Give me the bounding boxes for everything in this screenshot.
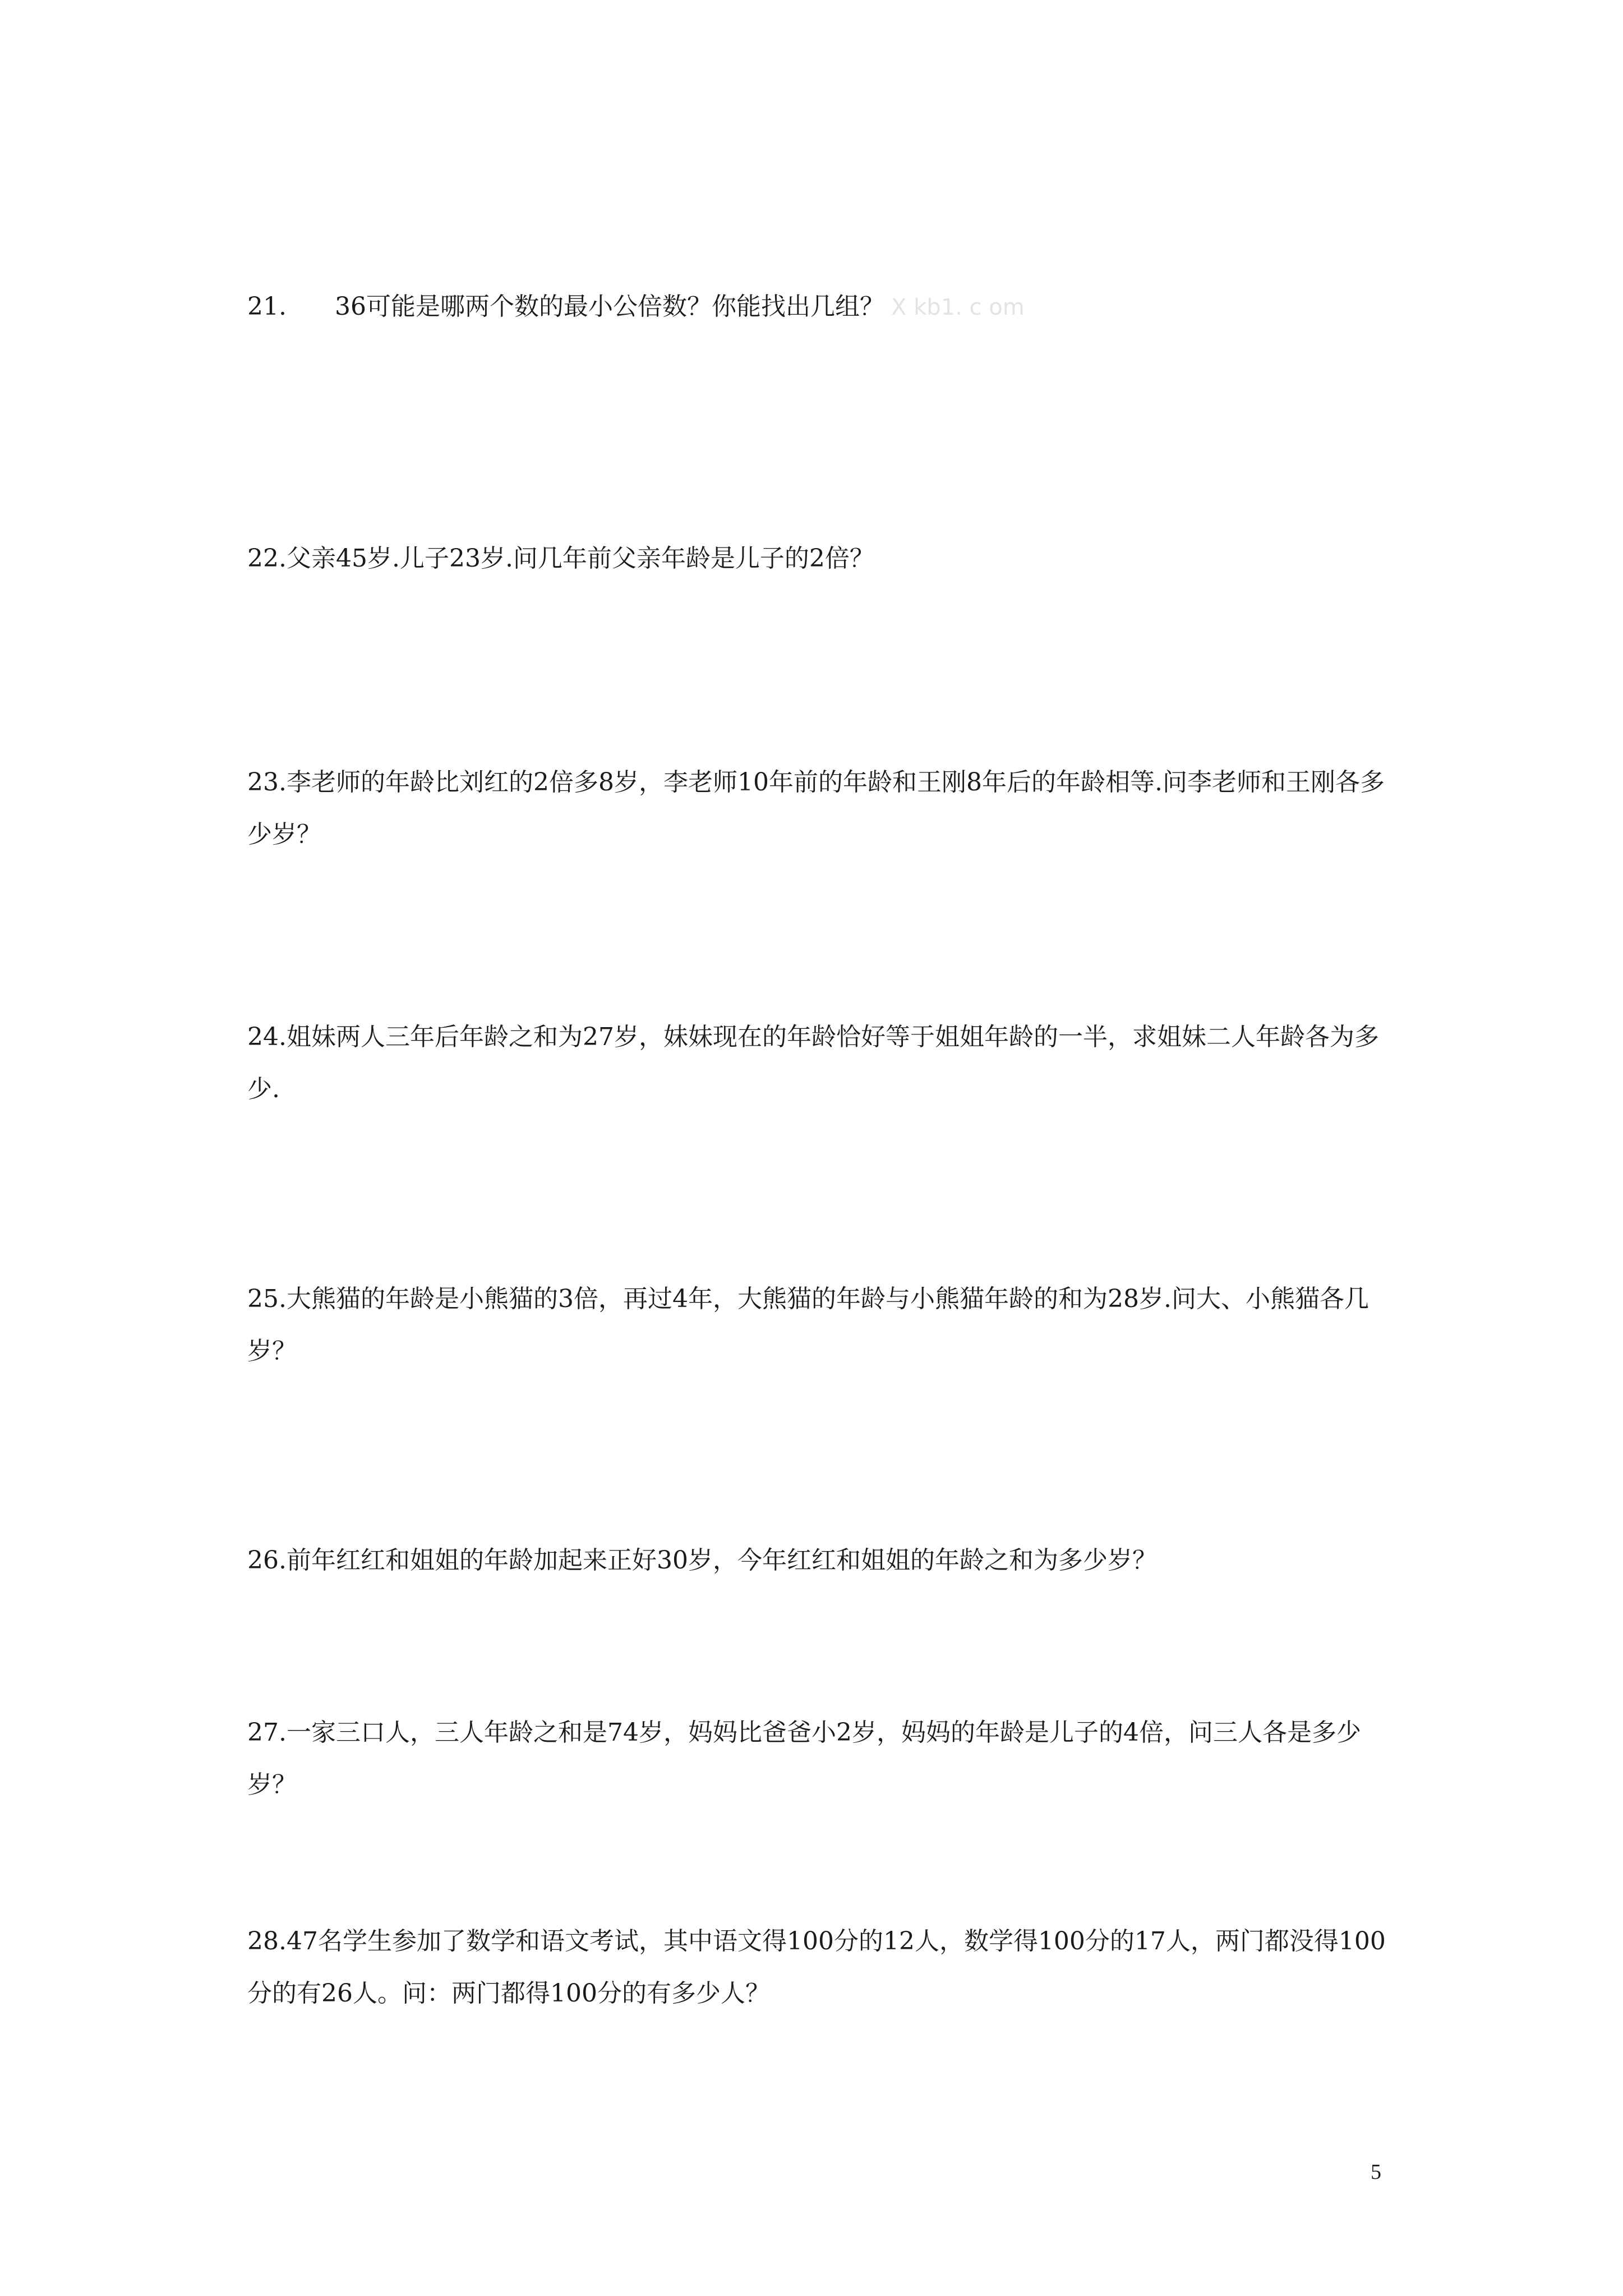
question-text: 李老师的年龄比刘红的2倍多8岁，李老师10年前的年龄和王刚8年后的年龄相等.问李老师和王刚各多少岁？ [247,768,1385,849]
question-text: 姐妹两人三年后年龄之和为27岁，妹妹现在的年龄恰好等于姐姐年龄的一半，求姐妹二人年龄各为多少. [247,1023,1379,1103]
question-text: 大熊猫的年龄是小熊猫的3倍，再过4年，大熊猫的年龄与小熊猫年龄的和为28岁.问大、小熊猫各几岁？ [247,1285,1369,1365]
question-number: 28. [247,1927,287,1955]
question-number: 22. [247,544,287,573]
question-number: 24. [247,1023,287,1051]
question-26 [247,1534,1397,1586]
question-number: 27. [247,1718,287,1747]
question-text: 47名学生参加了数学和语文考试，其中语文得100分的12人，数学得100分的17人，两门都没得100分的有26人。问：两门都得100分的有多少人？ [247,1927,1386,2008]
question-text: 前年红红和姐姐的年龄加起来正好30岁，今年红红和姐姐的年龄之和为多少岁？ [286,1546,1157,1575]
question-23 [247,756,1397,861]
watermark-text: X kb1. c om [891,295,1025,320]
question-27 [247,1706,1397,1811]
question-number: 21. [247,292,287,321]
question-number: 26. [247,1546,287,1575]
question-number: 23. [247,768,287,797]
question-text: 父亲45岁.儿子23岁.问几年前父亲年龄是儿子的2倍？ [286,544,874,573]
question-text: 一家三口人，三人年龄之和是74岁，妈妈比爸爸小2岁，妈妈的年龄是儿子的4倍，问三人各是多少岁？ [247,1718,1361,1799]
page-number: 5 [1371,2160,1381,2184]
question-21 [247,280,1397,334]
question-28 [247,1915,1397,2019]
question-number: 25. [247,1285,287,1313]
question-22 [247,532,1397,585]
question-24 [247,1011,1397,1115]
question-text: 36可能是哪两个数的最小公倍数？你能找出几组？ [335,292,884,321]
question-25 [247,1273,1397,1377]
